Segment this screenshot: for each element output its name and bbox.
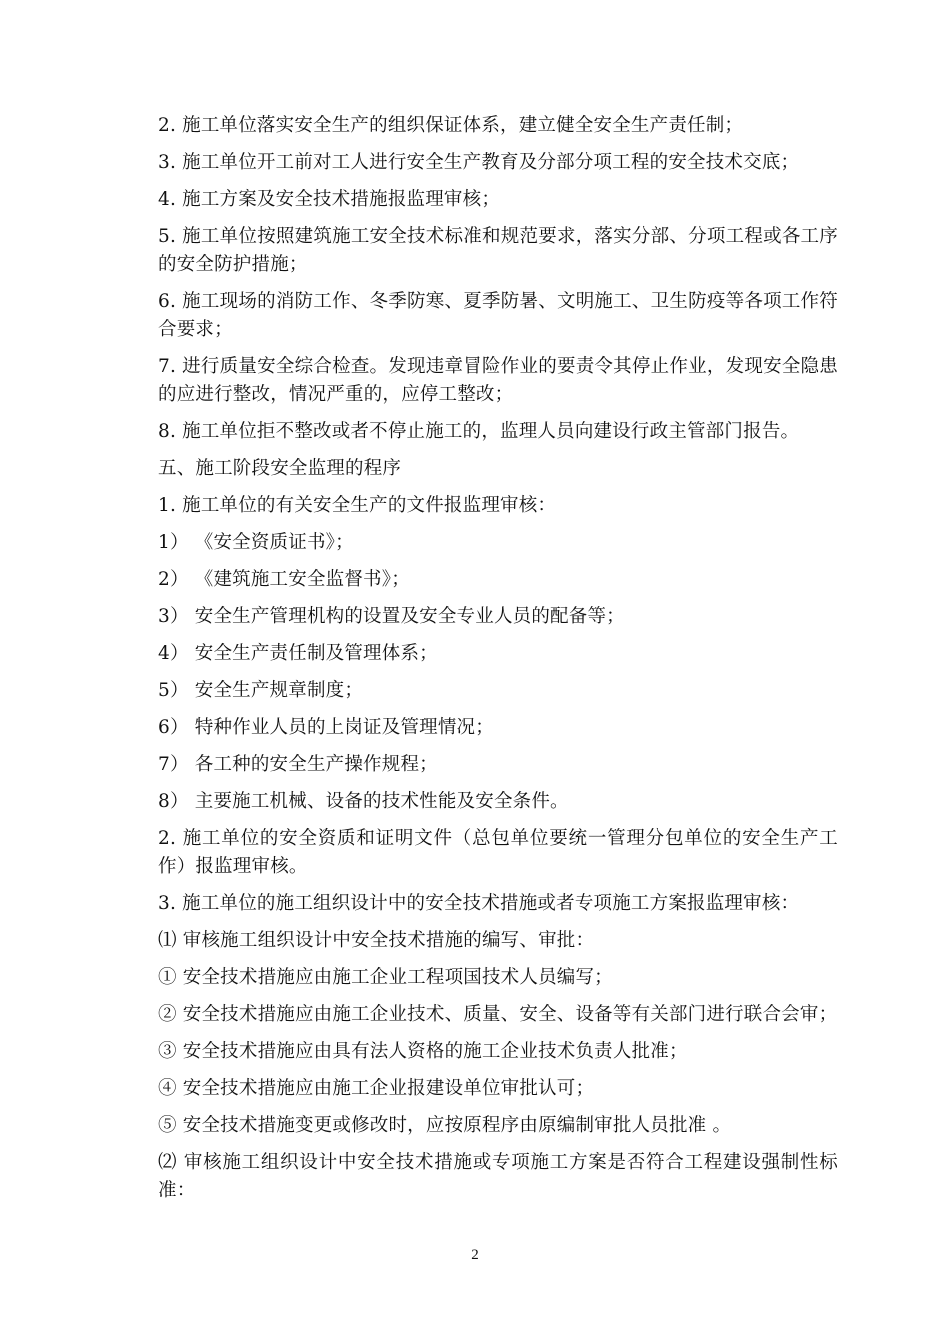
list-item: 7） 各工种的安全生产操作规程； (158, 754, 438, 775)
list-item: ③ 安全技术措施应由具有法人资格的施工企业技术负责人批准； (158, 1041, 688, 1062)
document-body (158, 112, 838, 1214)
list-item: 5） 安全生产规章制度； (158, 680, 364, 701)
paragraph: 2. 施工单位的安全资质和证明文件（总包单位要统一管理分包单位的安全生产工作）报监理审核。 (158, 828, 838, 877)
paragraph: 6. 施工现场的消防工作、冬季防寒、夏季防暑、文明施工、卫生防疫等各项工作符合要求； (158, 291, 838, 340)
paragraph: 5. 施工单位按照建筑施工安全技术标准和规范要求，落实分部、分项工程或各工序的安全防护措施； (158, 226, 838, 275)
paragraph: 3. 施工单位的施工组织设计中的安全技术措施或者专项施工方案报监理审核： (158, 893, 800, 914)
section-heading: 五、施工阶段安全监理的程序 (158, 458, 402, 479)
list-item: ⑤ 安全技术措施变更或修改时，应按原程序由原编制审批人员批准 。 (158, 1115, 732, 1136)
paragraph: 8. 施工单位拒不整改或者不停止施工的，监理人员向建设行政主管部门报告。 (158, 421, 800, 442)
paragraph: 1. 施工单位的有关安全生产的文件报监理审核： (158, 495, 557, 516)
list-item: 4） 安全生产责任制及管理体系； (158, 643, 438, 664)
list-item: 8） 主要施工机械、设备的技术性能及安全条件。 (158, 791, 569, 812)
list-item: ⑵ 审核施工组织设计中安全技术措施或专项施工方案是否符合工程建设强制性标准： (158, 1152, 838, 1201)
list-item: ② 安全技术措施应由施工企业技术、质量、安全、设备等有关部门进行联合会审； (158, 1004, 838, 1025)
list-item: ① 安全技术措施应由施工企业工程项国技术人员编写； (158, 967, 613, 988)
paragraph: 3. 施工单位开工前对工人进行安全生产教育及分部分项工程的安全技术交底； (158, 152, 800, 173)
list-item: ④ 安全技术措施应由施工企业报建设单位审批认可； (158, 1078, 595, 1099)
list-item: ⑴ 审核施工组织设计中安全技术措施的编写、审批： (158, 930, 595, 951)
paragraph: 4. 施工方案及安全技术措施报监理审核； (158, 189, 501, 210)
paragraph: 2. 施工单位落实安全生产的组织保证体系，建立健全安全生产责任制； (158, 115, 744, 136)
list-item: 1） 《安全资质证书》； (158, 532, 354, 553)
list-item: 6） 特种作业人员的上岗证及管理情况； (158, 717, 494, 738)
page-number: 2 (471, 1247, 479, 1263)
list-item: 3） 安全生产管理机构的设置及安全专业人员的配备等； (158, 606, 625, 627)
paragraph: 7. 进行质量安全综合检查。发现违章冒险作业的要责令其停止作业，发现安全隐患的应进行整改，情况严重的，应停工整改； (158, 356, 838, 405)
list-item: 2） 《建筑施工安全监督书》； (158, 569, 410, 590)
